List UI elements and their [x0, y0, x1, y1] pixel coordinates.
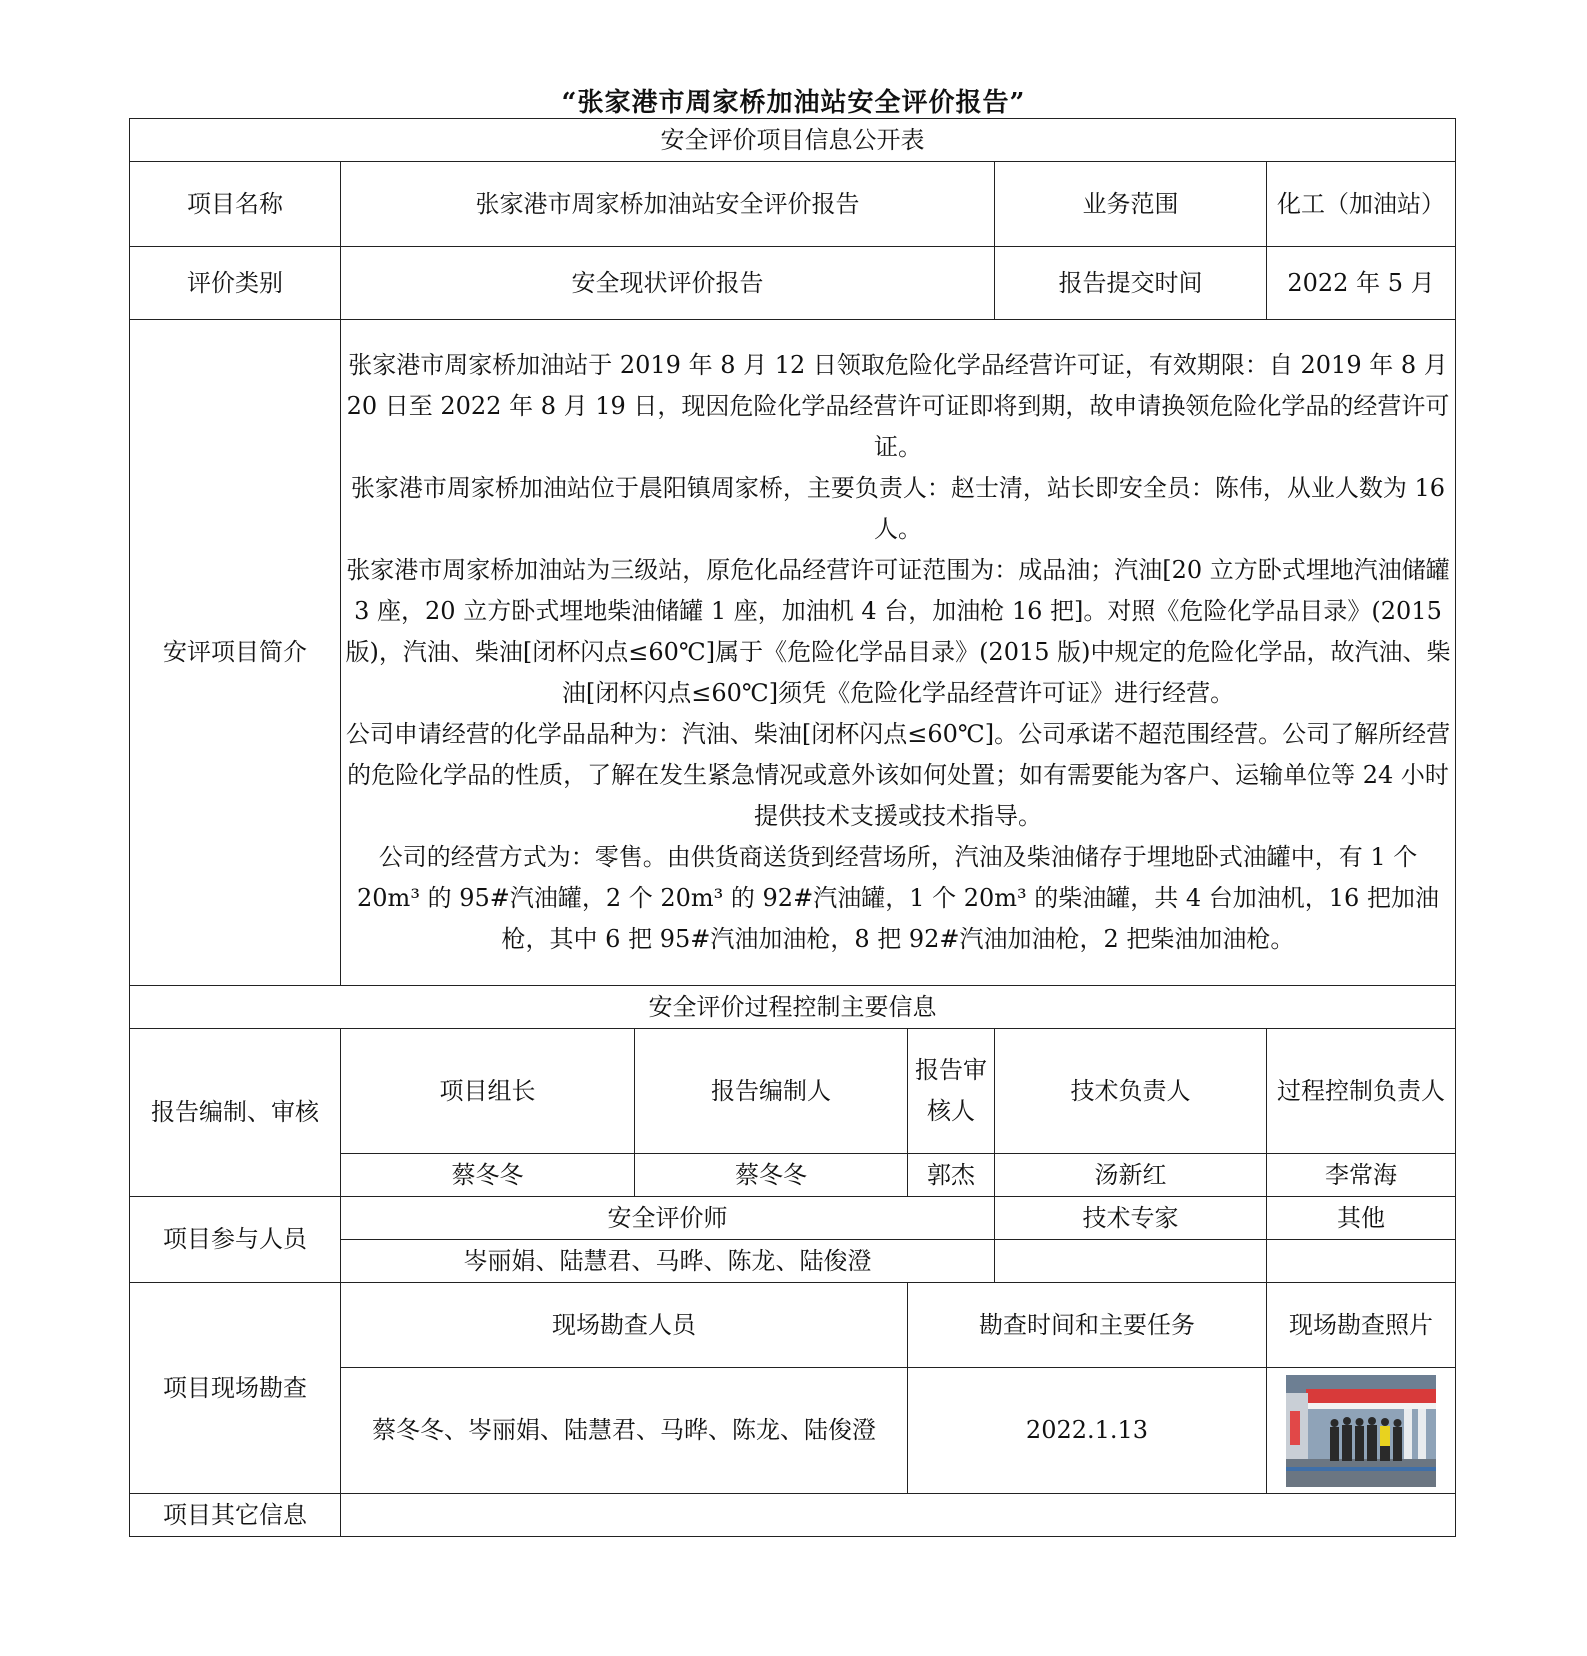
name-author: 蔡冬冬 — [635, 1154, 908, 1197]
business-scope-value: 化工（加油站） — [1267, 162, 1456, 247]
name-tech: 汤新红 — [995, 1154, 1267, 1197]
participants-header-other: 其他 — [1267, 1197, 1456, 1240]
survey-staff: 蔡冬冬、岑丽娟、陆慧君、马晔、陈龙、陆俊澄 — [341, 1368, 908, 1494]
intro-text — [341, 320, 1456, 986]
name-leader: 蔡冬冬 — [341, 1154, 635, 1197]
participants-header-expert: 技术专家 — [995, 1197, 1267, 1240]
intro-paragraph: 张家港市周家桥加油站为三级站，原危化品经营许可证范围为：成品油；汽油[20 立方卧式埋地汽油储罐 3 座，20 立方卧式埋地柴油储罐 1 座，加油机 4 台，加油枪 16 把]。对照《危险化学品目录》(2015 版)，汽油、柴油[闭杯闪点≤60℃]属于《危险化学品目录》(2015 版)中规定的危险化学品，故汽油、柴油[闭杯闪点≤60℃]须凭《危险化学品经营许可证》进行经营。 — [345, 556, 1451, 707]
participants-evaluators: 岑丽娟、陆慧君、马晔、陈龙、陆俊澄 — [341, 1240, 995, 1283]
project-name-label: 项目名称 — [130, 162, 341, 247]
section-header-process-control: 安全评价过程控制主要信息 — [130, 986, 1456, 1029]
survey-label: 项目现场勘查 — [130, 1283, 341, 1494]
intro-paragraph: 张家港市周家桥加油站于 2019 年 8 月 12 日领取危险化学品经营许可证，有效期限：自 2019 年 8 月 20 日至 2022 年 8 月 19 日，现因危险化学品经营许可证即将到期，故申请换领危险化学品的经营许可证。 — [346, 351, 1450, 461]
role-tech: 技术负责人 — [995, 1029, 1267, 1154]
section-header-public-info: 安全评价项目信息公开表 — [130, 119, 1456, 162]
report-label: 报告编制、审核 — [130, 1029, 341, 1197]
document-title: “张家港市周家桥加油站安全评价报告” — [561, 88, 1026, 118]
other-info-value — [341, 1494, 1456, 1537]
name-reviewer: 郭杰 — [908, 1154, 995, 1197]
eval-type-value: 安全现状评价报告 — [341, 247, 995, 320]
survey-photo-cell — [1267, 1368, 1456, 1494]
participants-others — [1267, 1240, 1456, 1283]
role-leader: 项目组长 — [341, 1029, 635, 1154]
role-author: 报告编制人 — [635, 1029, 908, 1154]
participants-label: 项目参与人员 — [130, 1197, 341, 1283]
survey-header-photo: 现场勘查照片 — [1267, 1283, 1456, 1368]
eval-type-label: 评价类别 — [130, 247, 341, 320]
participants-experts — [995, 1240, 1267, 1283]
intro-paragraph: 张家港市周家桥加油站位于晨阳镇周家桥，主要负责人：赵士清，站长即安全员：陈伟，从业人数为 16 人。 — [350, 474, 1446, 543]
name-process: 李常海 — [1267, 1154, 1456, 1197]
submit-time-value: 2022 年 5 月 — [1267, 247, 1456, 320]
project-name-value: 张家港市周家桥加油站安全评价报告 — [341, 162, 995, 247]
survey-date: 2022.1.13 — [908, 1368, 1267, 1494]
survey-header-time-task: 勘查时间和主要任务 — [908, 1283, 1267, 1368]
intro-paragraph: 公司申请经营的化学品品种为：汽油、柴油[闭杯闪点≤60℃]。公司承诺不超范围经营。公司了解所经营的危险化学品的性质，了解在发生紧急情况或意外该如何处置；如有需要能为客户、运输单位等 24 小时提供技术支援或技术指导。 — [345, 720, 1451, 830]
submit-time-label: 报告提交时间 — [995, 247, 1267, 320]
role-reviewer: 报告审核人 — [908, 1029, 995, 1154]
site-survey-photo — [1286, 1375, 1436, 1487]
info-table — [129, 118, 1456, 1537]
other-info-label: 项目其它信息 — [130, 1494, 341, 1537]
survey-header-staff: 现场勘查人员 — [341, 1283, 908, 1368]
role-process: 过程控制负责人 — [1267, 1029, 1456, 1154]
participants-header-evaluator: 安全评价师 — [341, 1197, 995, 1240]
intro-label: 安评项目简介 — [130, 320, 341, 986]
intro-paragraph: 公司的经营方式为：零售。由供货商送货到经营场所，汽油及柴油储存于埋地卧式油罐中，有 1 个 20m³ 的 95#汽油罐，2 个 20m³ 的 92#汽油罐，1 个 20m³ 的柴油罐，共 4 台加油机，16 把加油枪，其中 6 把 95#汽油加油枪，8 把 92#汽油加油枪，2 把柴油加油枪。 — [357, 843, 1439, 953]
business-scope-label: 业务范围 — [995, 162, 1267, 247]
